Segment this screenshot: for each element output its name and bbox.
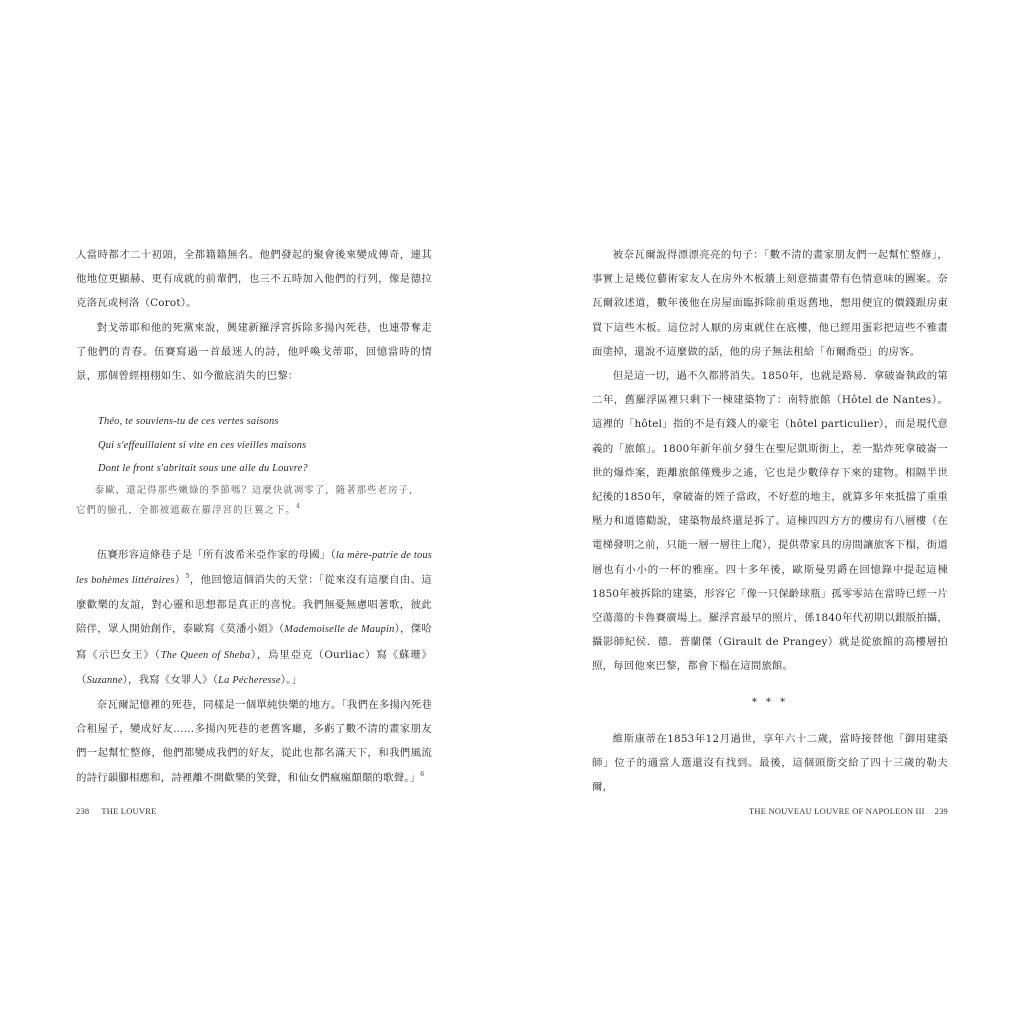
paragraph: 維斯康蒂在1853年12月過世，享年六十二歲，當時接替他「御用建築師」位子的適當人選還沒有找到。最後，這個頭銜交給了四十三歲的勒夫爾， xyxy=(592,732,948,794)
paragraph: 對戈蒂耶和他的死黨來說，興建新羅浮宮拆除多揚內死巷，也連帶奪走了他們的青春。伍賽寫過一首最迷人的詩，他呼喚戈蒂耶，回憶當時的情景，那個曾經栩栩如生、如今徹底消失的巴黎： xyxy=(76,321,432,383)
running-head: THE LOUVRE xyxy=(101,806,157,816)
poem-line-fr: Dont le front s'abritait sous une aile du Louvre? xyxy=(98,463,308,475)
poem-line-fr: Théo, te souviens-tu de ces vertes saisons xyxy=(98,416,279,428)
section-separator: * * * xyxy=(751,696,789,708)
poem-translation-line xyxy=(76,481,432,501)
text-run: ，他回憶這個消失的天堂：「從來沒有這麼自由、這麼歡樂的友誼，對心靈和思想都是真正的喜悅。我們無憂無慮唱著歌，彼此陪伴，眾人開始創作，泰歐寫《莫潘小姐》（ xyxy=(76,573,432,636)
paragraph: 人當時都才二十初頭，全都籍籍無名。他們發起的聚會後來變成傳奇，連其他地位更顯赫、更有成就的前輩們，也三不五時加入他們的行列，像是德拉克洛瓦或柯洛（Corot）。 xyxy=(76,249,432,310)
paragraph: 被奈瓦爾說得漂漂亮亮的句子：「數不清的畫家朋友們一起幫忙整修」，事實上是幾位藝術家友人在房外木板牆上刻意描畫帶有色情意味的圖案。奈瓦爾敘述道，數年後他在房屋面臨拆除前重返舊地，想用便宜的價錢跟房東買下這些木板。這位討人厭的房東就住在底樓，他已經用蛋彩把這些不雅畫面塗掉，還說不這麼做的話，他的房子無法租給「布爾喬亞」的房客。 xyxy=(592,249,948,358)
left-page-footer xyxy=(76,806,156,816)
right-page-footer xyxy=(749,806,948,816)
poem-translation-line xyxy=(76,501,432,521)
right-page xyxy=(512,0,1024,1024)
poem-quote xyxy=(76,410,432,521)
text-run: ），傑哈寫《示巴女王》（ xyxy=(76,623,432,661)
text-run: ），烏里亞克（Ourliac）寫《蘇珊》（ xyxy=(76,648,432,686)
italic-title: Mademoiselle de Maupin xyxy=(284,624,395,636)
poem-translation-text: 它們的臉孔，全都被遮蔽在羅浮宮的巨翼之下。 xyxy=(76,504,296,516)
running-head: THE NOUVEAU LOUVRE OF NAPOLEON III xyxy=(749,806,925,816)
poem-line-fr: Qui s'effeuillaient si vite en ces vieilles maisons xyxy=(98,439,307,451)
page-number: 238 xyxy=(76,806,90,816)
text-run: ） xyxy=(174,573,186,586)
page-number: 239 xyxy=(934,806,948,816)
text-run: 伍賽形容這條巷子是「所有波希米亞作家的母國」（ xyxy=(96,548,336,561)
italic-title: La Pécheresse xyxy=(218,674,281,686)
text-run: ）。」 xyxy=(280,673,303,686)
paragraph: 但是這一切，過不久都將消失。1850年，也就是路易．拿破崙執政的第二年，舊羅浮區裡只剩下一棟建築物了：南特旅館（Hôtel de Nantes）。這裡的「hôtel」指的不是有錢人的豪宅（hôtel particulier），而是現代意義的「旅館」。1800年新年前夕發生在聖尼凱斯街上，差一點炸死拿破崙一世的爆炸案，距離旅館僅幾步之遙，它也是少數倖存下來的建物。相隔半世紀後的1850年，拿破崙的姪子當政，不好惹的地主，就算多年來抵擋了重重壓力和道德勸說，建築物最終還是拆了。這棟四四方方的樓房有八層樓（在電梯發明之前，只能一層一層往上爬），提供帶家具的房間讓旅客下榻，街道層也有小小的一杯的雅座。四十多年後，歐斯曼男爵在回憶錄中提起這棟1850年被拆除的建築，形容它「像一只保齡球瓶」孤零零站在當時已經一片空蕩蕩的卡魯賽廣場上。羅浮宮最早的照片，係1840年代初期以銀版拍攝，攝影師紀侯．德．普蘭傑（Girault de Prangey）就是從旅館的高樓層拍照，每回他來巴黎，都會下榻在這間旅館。 xyxy=(592,370,948,673)
left-page-body xyxy=(76,243,432,790)
footnote-ref: 4 xyxy=(295,502,301,510)
paragraph xyxy=(76,693,432,790)
right-page-body xyxy=(592,243,948,799)
italic-title: Suzanne xyxy=(86,674,123,686)
footnote-ref: 5 xyxy=(185,572,190,580)
italic-title: The Queen of Sheba xyxy=(160,649,251,661)
footnote-ref: 6 xyxy=(420,770,425,778)
text-run: ），我寫《女罪人》（ xyxy=(122,673,219,686)
poem-translation-text: 泰歐，還記得那些嫩綠的季節嗎？這麼快就凋零了，隨著那些老房子， xyxy=(94,484,420,496)
italic-title: la mère-patrie de tous les bohèmes littéraires xyxy=(76,549,432,586)
text-run: 奈瓦爾記憶裡的死巷，同樣是一個單純快樂的地方。「我們在多揚內死巷合租屋子，變成好友……多揚內死巷的老舊客廳，多虧了數不清的畫家朋友們一起幫忙整修，他們都變成我們的好友，從此也都名滿天下，和我們風流的詩行韻腳相應和，詩裡離不開歡樂的笑聲，和仙女們瘋瘋顛顛的歌聲。」 xyxy=(76,698,432,784)
paragraph xyxy=(76,543,432,693)
